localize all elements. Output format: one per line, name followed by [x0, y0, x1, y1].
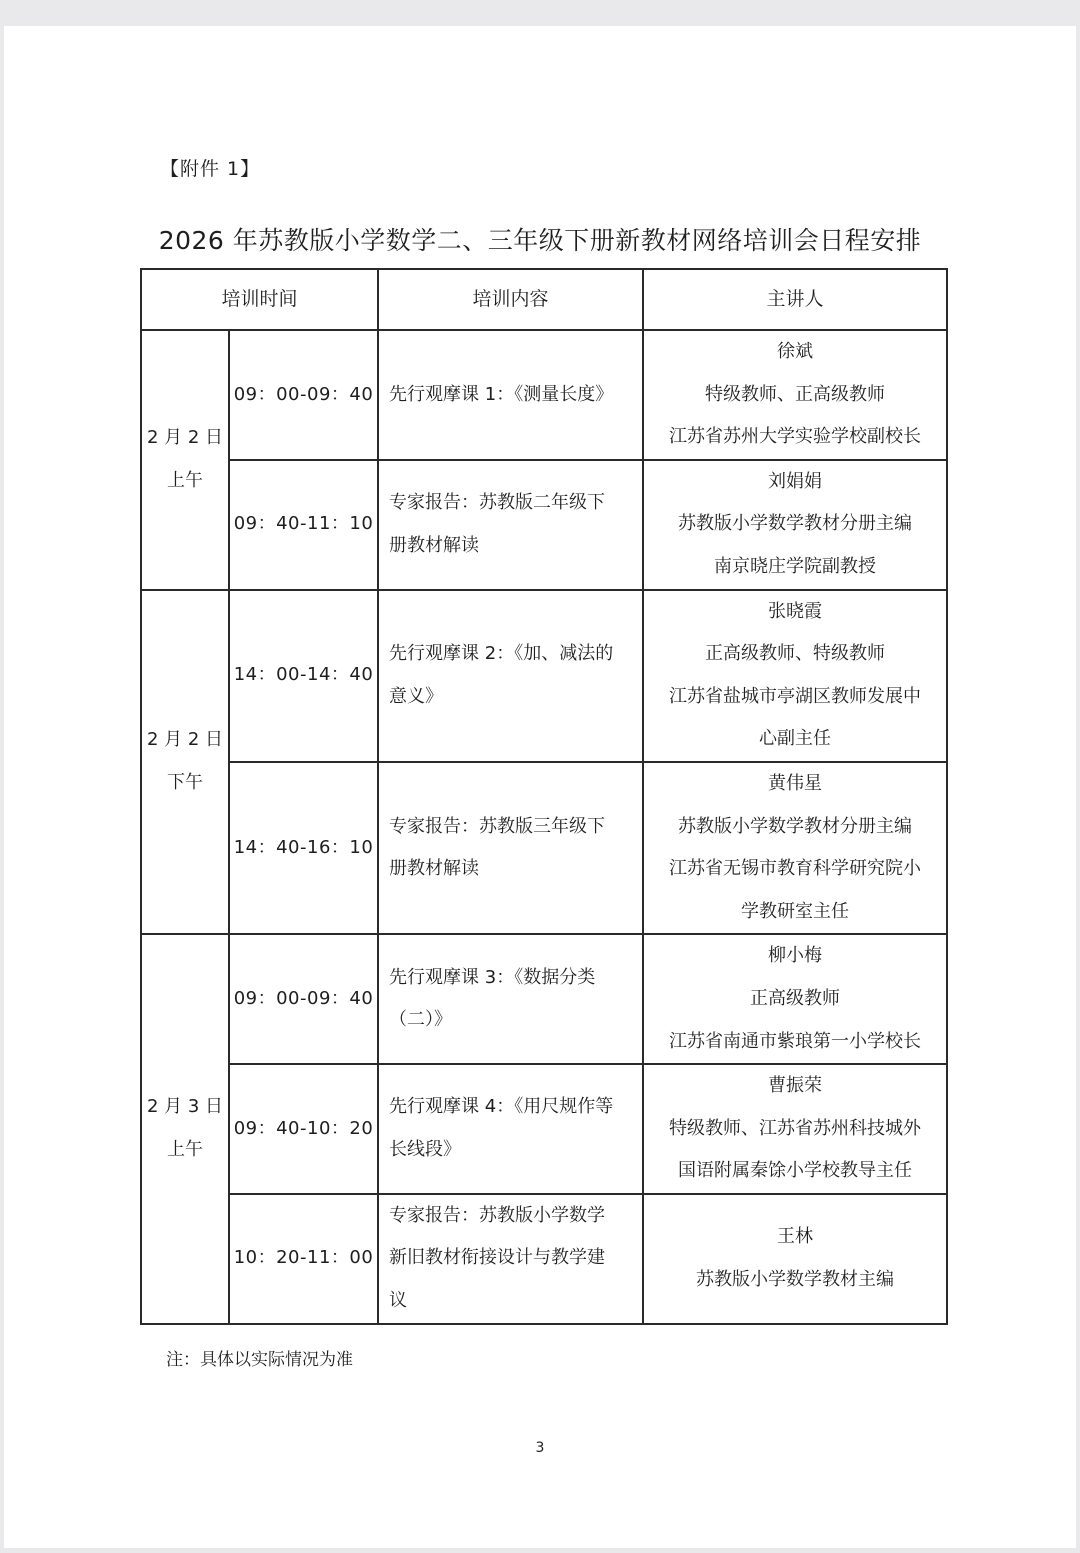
speaker-info: 心副主任 [759, 728, 832, 750]
session-speaker [643, 460, 947, 590]
topic-line: 专家报告：苏教版小学数学 [389, 1204, 606, 1226]
speaker-info: 特级教师、正高级教师 [705, 383, 886, 405]
table-row [141, 1194, 947, 1324]
speaker-info: 江苏省无锡市教育科学研究院小 [669, 858, 922, 880]
table-row [141, 1064, 947, 1194]
table-header-row [141, 269, 947, 330]
day-period: 上午 [167, 469, 203, 491]
speaker-name: 张晓霞 [768, 600, 823, 622]
session-time: 09：40-11：10 [229, 460, 378, 590]
attachment-label: 【附件 1】 [160, 158, 261, 180]
session-time: 09：00-09：40 [229, 330, 378, 460]
topic-line: 先行观摩课 2：《加、减法的 [389, 643, 614, 665]
topic-line: 专家报告：苏教版二年级下 [389, 492, 606, 514]
header-speaker: 主讲人 [643, 269, 947, 330]
session-speaker [643, 590, 947, 762]
day-period: 上午 [167, 1138, 203, 1160]
speaker-info: 江苏省苏州大学实验学校副校长 [669, 426, 922, 448]
speaker-info: 特级教师、江苏省苏州科技城外 [669, 1117, 922, 1139]
table-row [141, 460, 947, 590]
session-speaker [643, 762, 947, 934]
speaker-name: 黄伟星 [768, 772, 823, 794]
header-time: 培训时间 [141, 269, 378, 330]
speaker-info: 江苏省盐城市亭湖区教师发展中 [669, 685, 922, 707]
speaker-name: 徐斌 [777, 341, 814, 362]
table-row [141, 762, 947, 934]
session-speaker [643, 1064, 947, 1194]
speaker-info: 苏教版小学数学教材分册主编 [678, 815, 913, 837]
speaker-info: 苏教版小学数学教材主编 [696, 1268, 895, 1290]
topic-line: 册教材解读 [389, 534, 480, 556]
topic-line: 长线段》 [389, 1138, 462, 1160]
topic-line: 意义》 [389, 685, 444, 707]
day-date: 2 月 2 日 [146, 729, 224, 751]
session-topic [378, 934, 643, 1064]
speaker-info: 苏教版小学数学教材分册主编 [678, 513, 913, 535]
session-topic [378, 460, 643, 590]
session-time: 09：00-09：40 [229, 934, 378, 1064]
speaker-info: 南京晓庄学院副教授 [714, 555, 877, 577]
speaker-name: 王林 [777, 1226, 814, 1248]
footnote: 注：具体以实际情况为准 [166, 1350, 353, 1370]
session-time: 10：20-11：00 [229, 1194, 378, 1324]
day-cell [141, 590, 229, 935]
speaker-info: 正高级教师、特级教师 [705, 643, 886, 665]
topic-line: 专家报告：苏教版三年级下 [389, 815, 606, 837]
topic-line: 先行观摩课 3：《数据分类 [389, 966, 596, 988]
session-time: 14：40-16：10 [229, 762, 378, 934]
speaker-info: 学教研室主任 [741, 900, 850, 922]
speaker-info: 国语附属秦馀小学校教导主任 [678, 1160, 913, 1182]
topic-line: 册教材解读 [389, 858, 480, 880]
session-speaker [643, 934, 947, 1064]
session-speaker [643, 330, 947, 460]
table-row [141, 934, 947, 1064]
session-topic [378, 590, 643, 762]
document-title: 2026 年苏教版小学数学二、三年级下册新教材网络培训会日程安排 [158, 226, 922, 255]
speaker-info: 正高级教师 [750, 987, 841, 1009]
session-topic [378, 1064, 643, 1194]
speaker-name: 柳小梅 [768, 945, 823, 967]
table-row [141, 590, 947, 762]
day-period: 下午 [167, 771, 203, 793]
page-number: 3 [535, 1440, 545, 1456]
speaker-name: 曹振荣 [768, 1075, 823, 1097]
session-topic [378, 1194, 643, 1324]
session-topic [378, 330, 643, 460]
header-content: 培训内容 [378, 269, 643, 330]
topic-line: 先行观摩课 4：《用尺规作等 [389, 1096, 614, 1118]
topic-line: 新旧教材衔接设计与教学建 [389, 1247, 606, 1269]
session-speaker [643, 1194, 947, 1324]
topic-line: 先行观摩课 1：《测量长度》 [389, 383, 614, 405]
session-time: 09：40-10：20 [229, 1064, 378, 1194]
day-cell [141, 934, 229, 1323]
day-cell [141, 330, 229, 590]
speaker-name: 刘娟娟 [768, 470, 823, 492]
topic-line: （二）》 [389, 1009, 453, 1031]
day-date: 2 月 2 日 [146, 427, 224, 449]
schedule-table [140, 268, 948, 1325]
day-date: 2 月 3 日 [146, 1096, 224, 1118]
session-topic [378, 762, 643, 934]
speaker-info: 江苏省南通市紫琅第一小学校长 [669, 1030, 922, 1052]
table-row [141, 330, 947, 460]
session-time: 14：00-14：40 [229, 590, 378, 762]
topic-line: 议 [389, 1290, 408, 1312]
